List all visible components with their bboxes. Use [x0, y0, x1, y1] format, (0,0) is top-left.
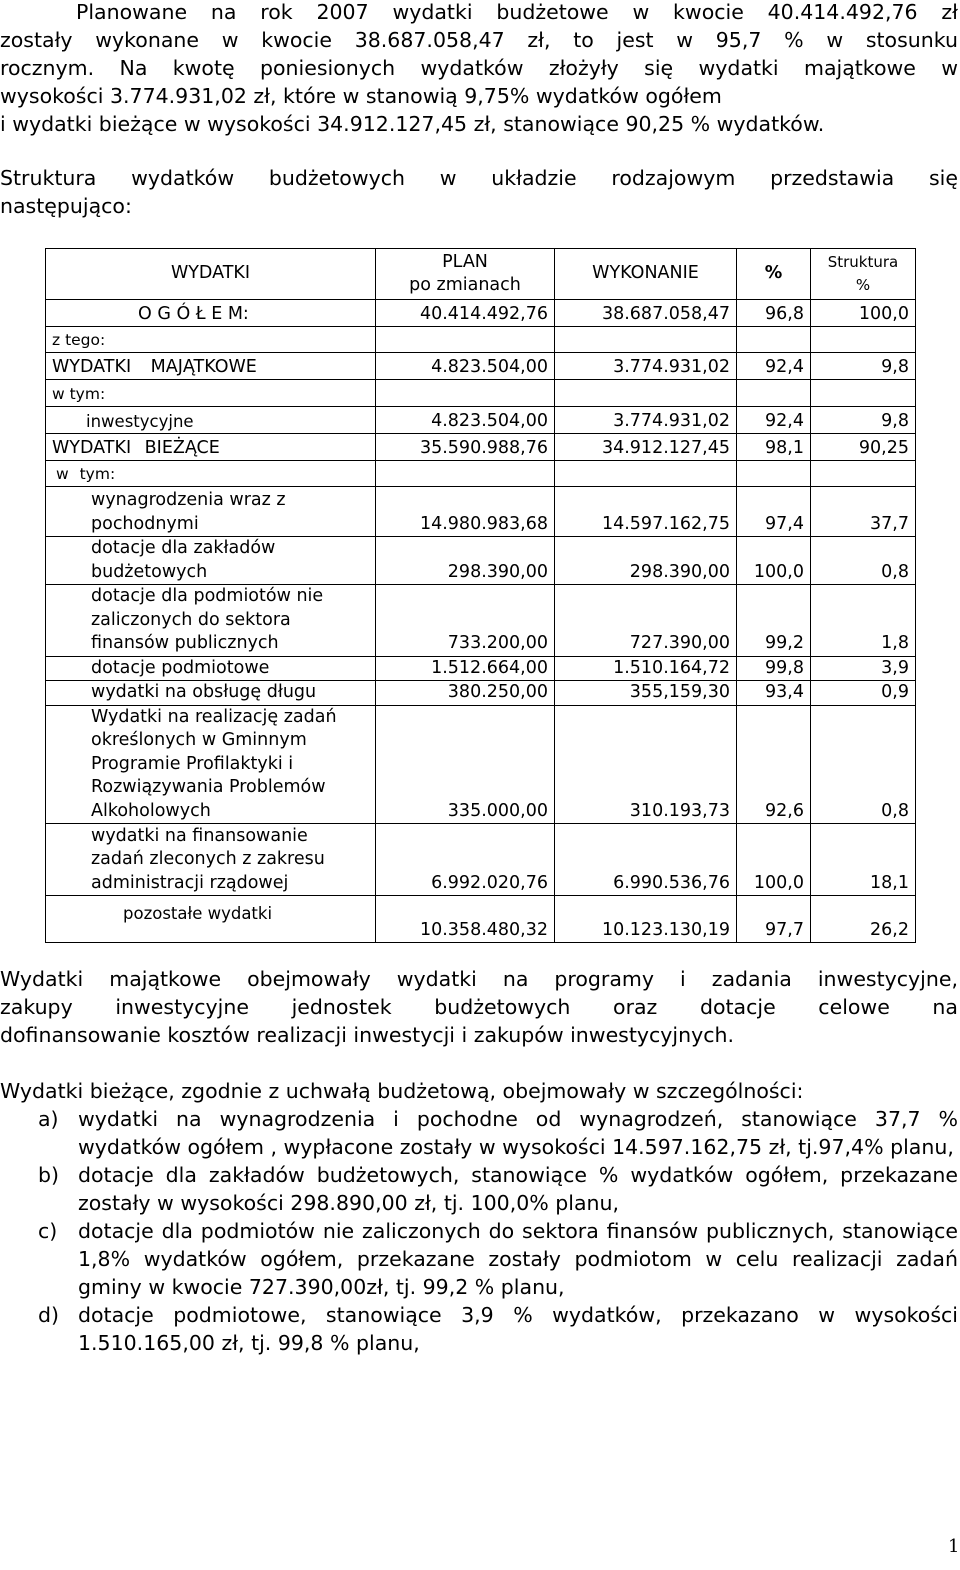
table-row-obsluga-dlugu — [46, 681, 916, 706]
structure-line-1: Struktura wydatków budżetowych w układzie rodzajowym przedstawia się — [0, 166, 958, 190]
row-label: inwestycyjne — [46, 407, 376, 434]
row-label: WYDATKI BIEŻĄCE — [46, 434, 376, 461]
row-struct: 0,8 — [811, 705, 916, 824]
row-pct: 93,4 — [737, 681, 811, 706]
row-label-line: zadań zleconych z zakresu — [91, 849, 325, 869]
row-pct: 97,4 — [737, 487, 811, 537]
row-pct: 92,4 — [737, 407, 811, 434]
row-struct: 1,8 — [811, 585, 916, 657]
list-marker: a) — [38, 1107, 59, 1131]
row-label — [46, 824, 376, 896]
row-pct: 100,0 — [737, 537, 811, 585]
row-pct: 99,2 — [737, 585, 811, 657]
intro-line-3: rocznym. Na kwotę poniesionych wydatków złożyły się wydatki majątkowe w — [0, 56, 958, 80]
header-wykonanie: WYKONANIE — [555, 249, 737, 300]
row-exec: 310.193,73 — [555, 705, 737, 824]
row-pct: 92,4 — [737, 353, 811, 380]
row-label: w tym: — [46, 380, 376, 407]
list-item-text: dotacje dla podmiotów nie zaliczonych do sektora finansów publicznych, stanowiące 1,8% wydatków ogółem, przekazane zostały podmiotom w celu realizacji zadań gminy w kwocie 727.390,00zł, tj. 99,2 % planu, — [78, 1219, 958, 1299]
row-struct: 26,2 — [811, 896, 916, 943]
row-label-line: finansów publicznych — [91, 633, 279, 653]
row-plan: 733.200,00 — [376, 585, 555, 657]
row-pct: 98,1 — [737, 434, 811, 461]
row-exec: 3.774.931,02 — [555, 407, 737, 434]
row-plan: 10.358.480,32 — [376, 896, 555, 943]
row-exec: 1.510.164,72 — [555, 656, 737, 681]
row-label: WYDATKI MAJĄTKOWE — [46, 353, 376, 380]
row-label-line: Programie Profilaktyki i — [91, 753, 294, 774]
table-row-biezace — [46, 434, 916, 461]
header-plan-line-2: po zmianach — [409, 275, 521, 295]
table-header-row — [46, 249, 916, 300]
row-label: wydatki na obsługę długu — [46, 681, 376, 706]
header-wydatki: WYDATKI — [46, 249, 376, 300]
row-label — [46, 585, 376, 657]
row-exec: 298.390,00 — [555, 537, 737, 585]
row-label-line: pochodnymi — [91, 513, 199, 534]
row-plan: 1.512.664,00 — [376, 656, 555, 681]
budget-table — [45, 248, 916, 943]
list-item-text: wydatki na wynagrodzenia i pochodne od wynagrodzeń, stanowiące 37,7 % wydatków ogółem , wypłacone zostały w wysokości 14.597.162,75 zł, tj.97,4% planu, — [78, 1107, 958, 1159]
list-item — [0, 1105, 958, 1161]
table-row-w-tym-2 — [46, 461, 916, 487]
biezace-list — [0, 1105, 958, 1357]
row-label-line: budżetowych — [91, 561, 208, 582]
row-plan: 4.823.504,00 — [376, 353, 555, 380]
row-label — [46, 537, 376, 585]
row-exec: 10.123.130,19 — [555, 896, 737, 943]
page-number: 1 — [948, 1536, 960, 1557]
row-struct: 0,8 — [811, 537, 916, 585]
row-label-line: określonych w Gminnym — [91, 730, 307, 750]
table-row-inwestycyjne — [46, 407, 916, 434]
row-label: O G Ó Ł E M: — [46, 300, 376, 327]
row-struct: 100,0 — [811, 300, 916, 327]
row-pct: 97,7 — [737, 896, 811, 943]
row-pct: 96,8 — [737, 300, 811, 327]
row-label: w tym: — [46, 461, 376, 487]
row-pct: 92,6 — [737, 705, 811, 824]
list-item — [0, 1217, 958, 1301]
row-label-line: zaliczonych do sektora — [91, 609, 291, 630]
header-struktura-line-1: Struktura — [827, 252, 899, 271]
row-label — [46, 705, 376, 824]
row-label: z tego: — [46, 327, 376, 353]
table-row-z-tego — [46, 327, 916, 353]
header-percent: % — [737, 249, 811, 300]
row-label-line: dotacje dla podmiotów nie — [91, 586, 324, 606]
table-row-ogolem — [46, 300, 916, 327]
intro-line-5: i wydatki bieżące w wysokości 34.912.127,45 zł, stanowiące 90,25 % wydatków. — [0, 112, 825, 136]
row-label-line: Wydatki na realizację zadań — [91, 706, 337, 727]
table-row-majatkowe — [46, 353, 916, 380]
structure-line-2: następująco: — [0, 194, 132, 218]
row-struct: 9,8 — [811, 407, 916, 434]
intro-line-2: zostały wykonane w kwocie 38.687.058,47 zł, to jest w 95,7 % w stosunku — [0, 28, 958, 52]
row-plan: 6.992.020,76 — [376, 824, 555, 896]
row-label — [46, 487, 376, 537]
row-label-line: Alkoholowych — [91, 800, 211, 821]
row-plan: 14.980.983,68 — [376, 487, 555, 537]
row-label-line: Rozwiązywania Problemów — [91, 777, 326, 797]
list-marker: d) — [38, 1303, 60, 1327]
table-row-w-tym — [46, 380, 916, 407]
header-struktura-line-2: % — [855, 276, 871, 294]
header-struktura — [811, 249, 916, 300]
row-plan: 35.590.988,76 — [376, 434, 555, 461]
row-exec: 3.774.931,02 — [555, 353, 737, 380]
list-item — [0, 1161, 958, 1217]
list-item-text: dotacje podmiotowe, stanowiące 3,9 % wydatków, przekazano w wysokości 1.510.165,00 zł, tj. 99,8 % planu, — [78, 1303, 958, 1355]
row-exec: 34.912.127,45 — [555, 434, 737, 461]
row-plan: 4.823.504,00 — [376, 407, 555, 434]
row-pct: 100,0 — [737, 824, 811, 896]
header-plan — [376, 249, 555, 300]
intro-line-1: Planowane na rok 2007 wydatki budżetowe w kwocie 40.414.492,76 zł — [76, 0, 958, 24]
row-struct: 90,25 — [811, 434, 916, 461]
list-marker: b) — [38, 1163, 60, 1187]
row-struct: 0,9 — [811, 681, 916, 706]
row-label-line: wydatki na finansowanie — [91, 825, 308, 846]
row-label: dotacje podmiotowe — [46, 656, 376, 681]
row-exec: 355,159,30 — [555, 681, 737, 706]
row-exec: 38.687.058,47 — [555, 300, 737, 327]
row-struct: 3,9 — [811, 656, 916, 681]
biezace-intro: Wydatki bieżące, zgodnie z uchwałą budżetową, obejmowały w szczególności: — [0, 1079, 804, 1103]
table-row-administracja — [46, 824, 916, 896]
row-exec: 14.597.162,75 — [555, 487, 737, 537]
intro-line-4: wysokości 3.774.931,02 zł, które w stanowią 9,75% wydatków ogółem — [0, 84, 722, 108]
list-item — [0, 1301, 958, 1357]
majatkowe-line-3: dofinansowanie kosztów realizacji inwestycji i zakupów inwestycyjnych. — [0, 1023, 735, 1047]
majatkowe-line-2: zakupy inwestycyjne jednostek budżetowych oraz dotacje celowe na — [0, 995, 958, 1019]
table-row-alkohol — [46, 705, 916, 824]
row-label-line: wynagrodzenia wraz z — [91, 490, 286, 510]
row-pct: 99,8 — [737, 656, 811, 681]
row-label: pozostałe wydatki — [46, 896, 376, 943]
list-item-text: dotacje dla zakładów budżetowych, stanowiące % wydatków ogółem, przekazane zostały w wysokości 298.890,00 zł, tj. 100,0% planu, — [78, 1163, 958, 1215]
row-exec: 6.990.536,76 — [555, 824, 737, 896]
row-exec: 727.390,00 — [555, 585, 737, 657]
row-label-line: administracji rządowej — [91, 872, 289, 893]
row-struct: 18,1 — [811, 824, 916, 896]
table-row-dotacje-zaklady — [46, 537, 916, 585]
table-row-dotacje-podmiotowe — [46, 656, 916, 681]
row-struct: 37,7 — [811, 487, 916, 537]
header-plan-line-1: PLAN — [442, 251, 488, 272]
row-plan: 335.000,00 — [376, 705, 555, 824]
row-label-line: dotacje dla zakładów — [91, 538, 276, 558]
row-plan: 298.390,00 — [376, 537, 555, 585]
table-row-dotacje-podmioty — [46, 585, 916, 657]
row-struct: 9,8 — [811, 353, 916, 380]
list-marker: c) — [38, 1219, 58, 1243]
row-plan: 40.414.492,76 — [376, 300, 555, 327]
row-plan: 380.250,00 — [376, 681, 555, 706]
table-row-pozostale — [46, 896, 916, 943]
table-row-wynagrodzenia — [46, 487, 916, 537]
majatkowe-line-1: Wydatki majątkowe obejmowały wydatki na programy i zadania inwestycyjne, — [0, 967, 958, 991]
